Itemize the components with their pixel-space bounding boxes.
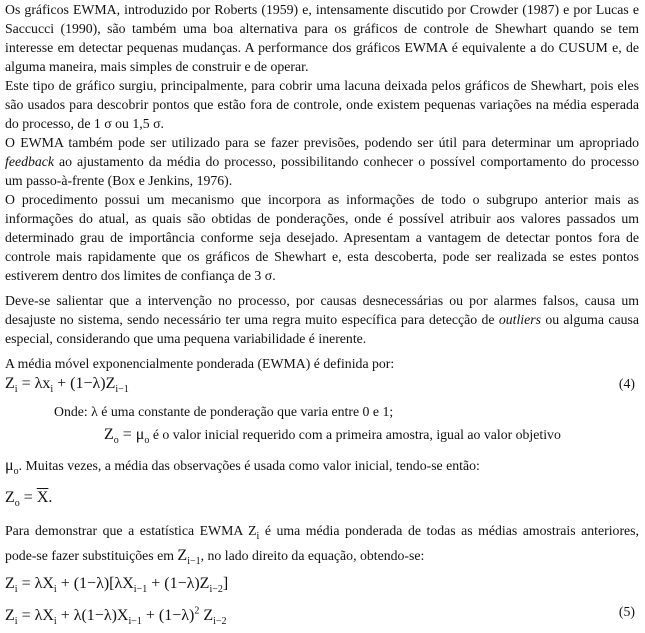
paragraph-intro: Os gráficos EWMA, introduzido por Roberts (1959) e, intensamente discutido por Crowder (1987) e por Lucas e Saccucci (1990), são também uma boa alternativa para os gráficos de controle de Shewhart quando se tem interesse em detectar pequenas mudanças. A performance dos gráficos EWMA é equivalente a do CUSUM e, de alguma maneira, mais simples de construir e de operar. bbox=[5, 2, 639, 74]
equation-substitution bbox=[5, 573, 639, 601]
paragraph-demonstration: Para demonstrar que a estatística EWMA $Z_i$ é uma média ponderada de todas as médias amostrais anteriores, pode-se fazer substituições em $Z_{i-1}$, no lado direito da equação, obtendo-se: bbox=[5, 522, 639, 567]
z0-description: é o valor inicial requerido com a primeira amostra, igual ao valor objetivo bbox=[149, 427, 561, 443]
equation-z0-xbar bbox=[5, 485, 639, 517]
paragraph-intervention bbox=[5, 291, 639, 348]
paragraph-mechanism: O procedimento possui um mecanismo que incorpora as informações de todo o subgrupo anterior mais as informações do atual, as quais são obtidas de ponderações, onde é possível atribuir aos valores passados um determinado grau de importância conforme seja desejado. Apresentam a vantagem de detectar pontos fora de controle mais rapidamente que os gráficos de Shewhart e, esta descoberta, pode ser realizada se estes pontos estiverem dentro dos limites de confiança de 3 σ. bbox=[5, 192, 639, 283]
equation-5-formula: $Z_i = \lambda X_i + \lambda(1-\lambda)X_{i-1} + (1-\lambda)^2$ $Z_{i-2}$ bbox=[5, 605, 227, 628]
where-mu-line bbox=[5, 454, 639, 484]
paragraph-demonstration-part1: Para demonstrar que a estatística EWMA Z bbox=[5, 522, 257, 538]
paragraph-origin: Este tipo de gráfico surgiu, principalmente, para cobrir uma lacuna deixada pelos gráficos de Shewhart, pois eles são usados para descobrir pontos que estão fora de controle, onde existem pequenas variações na média esperada do processo, de 1 σ ou 1,5 σ. bbox=[5, 78, 639, 131]
equation-4 bbox=[5, 373, 639, 401]
equation-5 bbox=[5, 601, 639, 633]
paragraph-forecast bbox=[5, 133, 639, 190]
feedback-term: feedback bbox=[5, 154, 55, 169]
equation-5-number: (5) bbox=[618, 603, 635, 619]
mu0-symbol: $\mu_o$ bbox=[5, 457, 19, 478]
where-z0-line bbox=[5, 422, 639, 454]
outliers-term: outliers bbox=[498, 312, 542, 327]
document-page bbox=[5, 0, 639, 633]
paragraph-forecast-part2: ao ajustamento da média do processo, possibilitando conhecer o possível comportamento do processo um passo-à-frente (Box e Jenkins, 1976). bbox=[5, 154, 639, 188]
paragraph-intervention-part1: Deve-se salientar que a intervenção no processo, por causas desnecessárias ou por alarmes falsos, causa um desajuste no sistema, sendo necessário ter uma regra muito específica para detecção de bbox=[5, 293, 639, 327]
paragraph-definition: A média móvel exponencialmente ponderada (EWMA) é definida por: bbox=[5, 356, 395, 371]
equation-z0-xbar-formula: $Z_o = \overline{X}$. bbox=[5, 488, 53, 509]
equation-4-formula: $Z_i = \lambda x_i + (1-\lambda)Z_{i-1}$ bbox=[5, 375, 129, 396]
paragraph-intervention-part2: ou alguma causa especial, considerando que uma pequena variabilidade é inerente. bbox=[5, 312, 639, 346]
equation-substitution-formula: $Z_i = \lambda X_i + (1-\lambda)[\lambda X_{i-1} + (1-\lambda)Z_{i-2}]$ bbox=[5, 574, 229, 595]
where-lambda-line: Onde: λ é uma constante de ponderação que varia entre 0 e 1; bbox=[54, 404, 394, 420]
paragraph-forecast-part1: O EWMA também pode ser utilizado para se fazer previsões, podendo ser útil para determinar um apropriado bbox=[5, 135, 639, 150]
mu0-description: . Muitas vezes, a média das observações é usada como valor inicial, tendo-se então: bbox=[18, 458, 480, 474]
z-i-minus-1-symbol: $Z_{i-1}$ bbox=[177, 546, 201, 567]
equation-4-number: (4) bbox=[618, 376, 635, 391]
z0-symbol: $Z_o = \mu_o$ bbox=[104, 426, 150, 447]
paragraph-demonstration-part3: , no lado direito da equação, obtendo-se: bbox=[200, 547, 425, 563]
paragraph-demonstration-part2: é uma média ponderada de todas as médias amostrais anteriores, pode-se fazer substituições em bbox=[5, 522, 639, 563]
